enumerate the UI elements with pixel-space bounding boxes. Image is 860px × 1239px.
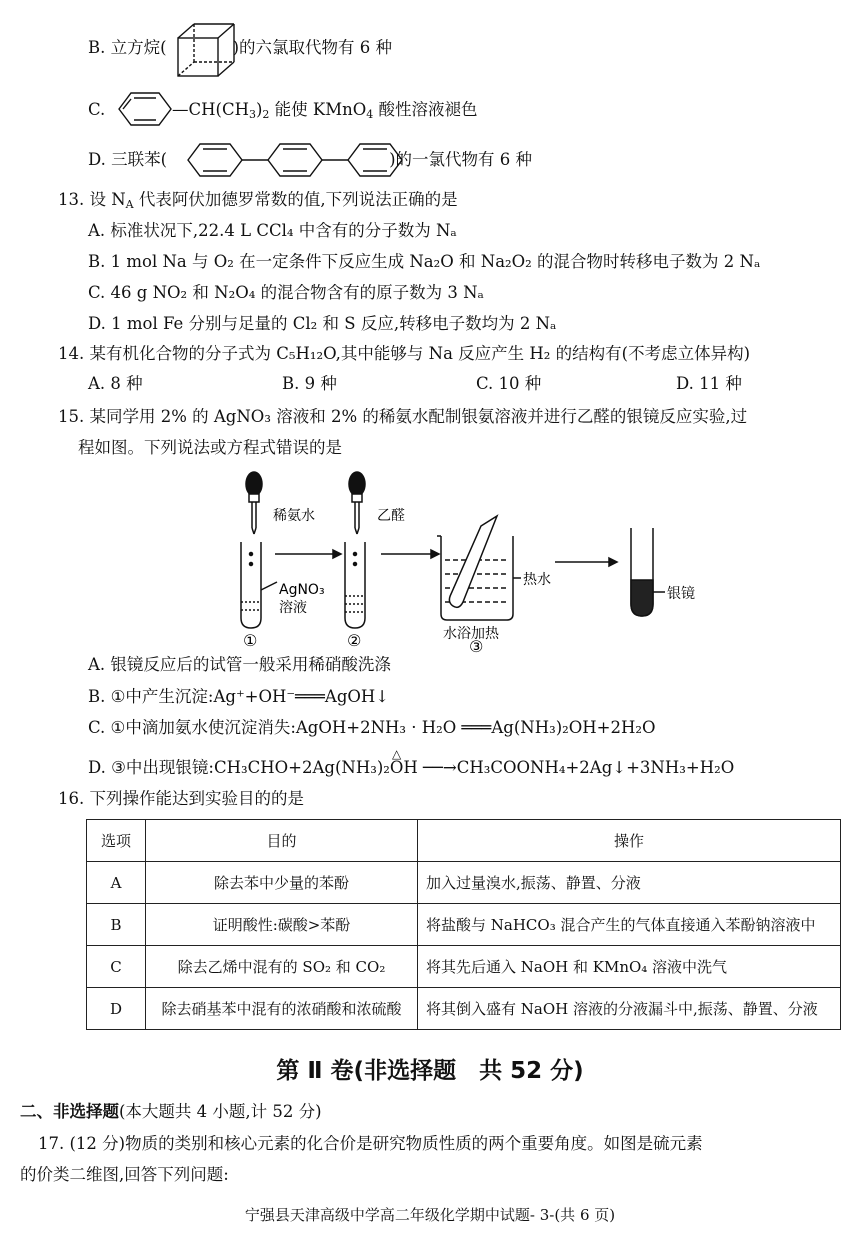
q12-option-c	[88, 99, 105, 121]
row-operation: 将其倒入盛有 NaOH 溶液的分液漏斗中,振荡、静置、分液	[418, 988, 841, 1030]
fig-label-dilute-ammonia: 稀氨水	[273, 508, 315, 524]
fig-label-solution: 溶液	[279, 600, 307, 616]
q16-table	[86, 819, 841, 1030]
q15-option-c: C. ①中滴加氨水使沉淀消失:AgOH+2NH₃ · H₂O ═══Ag(NH₃)₂OH+2H₂O	[88, 718, 656, 737]
fig-label-hot-water: 热水	[523, 572, 551, 588]
header-purpose: 目的	[146, 820, 418, 862]
terphenyl-structure	[186, 140, 411, 180]
q12-c-post: 能使 KMnO	[269, 100, 367, 119]
fig-label-water-bath: 水浴加热	[443, 626, 499, 642]
q12-c-group: —CH(CH	[172, 100, 249, 119]
row-option: B	[87, 904, 146, 946]
q13-option-d: D. 1 mol Fe 分别与足量的 Cl₂ 和 S 反应,转移电子数均为 2 Nₐ	[88, 314, 557, 333]
q14-stem: 14. 某有机化合物的分子式为 C₅H₁₂O,其中能够与 Na 反应产生 H₂ 的结构有(不考虑立体异构)	[58, 344, 751, 363]
q13-stem	[58, 189, 458, 211]
table-row	[87, 862, 841, 904]
q12-d-post: )的一氯代物有 6 种	[389, 150, 533, 169]
q12-c-post2: 4	[366, 108, 374, 121]
part-heading	[20, 1101, 322, 1123]
cubane-structure	[168, 18, 238, 80]
table-row	[87, 904, 841, 946]
row-purpose: 除去苯中少量的苯酚	[146, 862, 418, 904]
q13-stem-pre: 13. 设 N	[58, 190, 126, 209]
q14-option-c: C. 10 种	[476, 374, 542, 393]
q15-stem-line2: 程如图。下列说法或方程式错误的是	[78, 438, 342, 457]
part-label: 二、非选择题	[20, 1102, 119, 1121]
q12-c-sub2: 3	[248, 108, 256, 121]
q12-d-pre: D. 三联苯(	[88, 150, 168, 169]
q12-c-sub4: 2	[262, 108, 270, 121]
q14-option-a: A. 8 种	[88, 374, 143, 393]
fig-step-3: ③	[469, 637, 484, 656]
header-option: 选项	[87, 820, 146, 862]
q15-d-heat-condition: △	[392, 747, 402, 761]
row-operation: 加入过量溴水,振荡、静置、分液	[418, 862, 841, 904]
row-purpose: 除去硝基苯中混有的浓硝酸和浓硫酸	[146, 988, 418, 1030]
fig-label-agno3: AgNO₃	[279, 582, 325, 598]
q14-option-b: B. 9 种	[282, 374, 337, 393]
page-footer: 宁强县天津高级中学高二年级化学期中试题- 3-(共 6 页)	[244, 1206, 616, 1224]
table-row	[87, 988, 841, 1030]
q12-c-pre: C.	[88, 100, 106, 119]
q12-c-sub3: )	[255, 100, 263, 119]
table-header-row	[87, 820, 841, 862]
q17-line1: 17. (12 分)物质的类别和核心元素的化合价是研究物质性质的两个重要角度。如图是硫元素	[38, 1134, 703, 1153]
row-operation: 将其先后通入 NaOH 和 KMnO₄ 溶液中洗气	[418, 946, 841, 988]
q12-b-post: )的六氯取代物有 6 种	[232, 38, 392, 57]
silver-mirror-experiment-figure	[225, 470, 725, 656]
q15-option-a: A. 银镜反应后的试管一般采用稀硝酸洗涤	[88, 655, 391, 674]
q15-option-d: D. ③中出现银镜:CH₃CHO+2Ag(NH₃)₂OH ──→CH₃COONH₄+2Ag↓+3NH₃+H₂O	[88, 758, 735, 777]
q12-option-b	[88, 37, 392, 59]
q17-line2: 的价类二维图,回答下列问题:	[20, 1165, 229, 1184]
q14-option-d: D. 11 种	[676, 374, 742, 393]
q13-stem-post: 代表阿伏加德罗常数的值,下列说法正确的是	[133, 190, 458, 209]
q12-c-post3: 酸性溶液褪色	[373, 100, 478, 119]
row-operation: 将盐酸与 NaHCO₃ 混合产生的气体直接通入苯酚钠溶液中	[418, 904, 841, 946]
q13-option-a: A. 标准状况下,22.4 L CCl₄ 中含有的分子数为 Nₐ	[88, 221, 457, 240]
row-purpose: 除去乙烯中混有的 SO₂ 和 CO₂	[146, 946, 418, 988]
q12-c-formula	[172, 99, 478, 121]
part-note: (本大题共 4 小题,计 52 分)	[119, 1102, 322, 1121]
row-option: C	[87, 946, 146, 988]
q12-b-pre: B. 立方烷(	[88, 38, 167, 57]
fig-step-2: ②	[347, 631, 362, 650]
row-option: A	[87, 862, 146, 904]
fig-step-1: ①	[243, 631, 258, 650]
q13-option-c: C. 46 g NO₂ 和 N₂O₄ 的混合物含有的原子数为 3 Nₐ	[88, 283, 484, 302]
row-purpose: 证明酸性:碳酸>苯酚	[146, 904, 418, 946]
header-operation: 操作	[418, 820, 841, 862]
fig-label-acetaldehyde: 乙醛	[377, 508, 405, 524]
q16-stem: 16. 下列操作能达到实验目的的是	[58, 789, 304, 808]
q13-stem-sub: A	[125, 198, 134, 211]
section-title: 第 Ⅱ 卷(非选择题 共 52 分)	[276, 1058, 584, 1084]
q13-option-b: B. 1 mol Na 与 O₂ 在一定条件下反应生成 Na₂O 和 Na₂O₂ 的混合物时转移电子数为 2 Nₐ	[88, 252, 761, 271]
q15-stem-line1: 15. 某同学用 2% 的 AgNO₃ 溶液和 2% 的稀氨水配制银氨溶液并进行乙醛的银镜反应实验,过	[58, 407, 748, 426]
fig-label-silver-mirror: 银镜	[667, 586, 695, 602]
q15-option-b: B. ①中产生沉淀:Ag⁺+OH⁻═══AgOH↓	[88, 687, 390, 706]
table-row	[87, 946, 841, 988]
row-option: D	[87, 988, 146, 1030]
